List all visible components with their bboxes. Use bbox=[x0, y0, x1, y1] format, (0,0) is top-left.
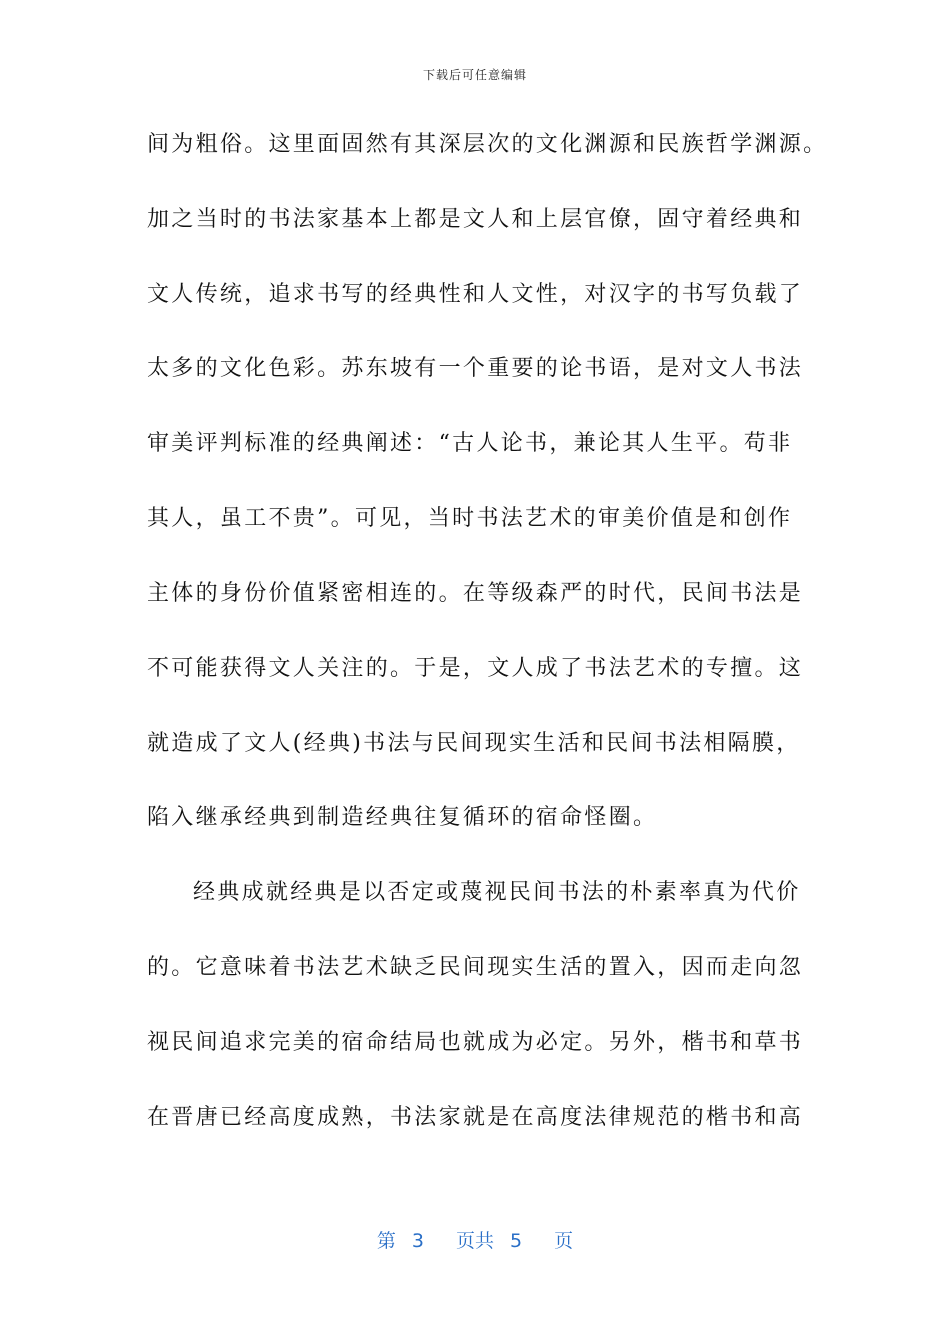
footer-total-pages: 5 bbox=[510, 1230, 523, 1252]
body-line: 陷入继承经典到制造经典往复循环的宿命怪圈。 bbox=[147, 805, 658, 830]
body-line: 审美评判标准的经典阐述：“古人论书，兼论其人生平。苟非 bbox=[147, 431, 793, 456]
body-line: 文人传统，追求书写的经典性和人文性，对汉字的书写负载了 bbox=[147, 282, 804, 307]
body-line: 其人，虽工不贵”。可见，当时书法艺术的审美价值是和创作 bbox=[147, 506, 793, 531]
body-line: 就造成了文人(经典)书法与民间现实生活和民间书法相隔膜， bbox=[147, 731, 801, 756]
body-line: 不可能获得文人关注的。于是，文人成了书法艺术的专擅。这 bbox=[147, 656, 804, 681]
body-line: 太多的文化色彩。苏东坡有一个重要的论书语，是对文人书法 bbox=[147, 356, 804, 381]
body-line-paragraph-start: 经典成就经典是以否定或蔑视民间书法的朴素率真为代价 bbox=[193, 880, 801, 905]
body-line: 间为粗俗。这里面固然有其深层次的文化渊源和民族哲学渊源。 bbox=[147, 132, 828, 157]
page-footer bbox=[0, 1226, 950, 1253]
page-header: 下载后可任意编辑 bbox=[422, 68, 527, 82]
body-line: 主体的身份价值紧密相连的。在等级森严的时代，民间书法是 bbox=[147, 581, 804, 606]
body-line: 视民间追求完美的宿命结局也就成为必定。另外，楷书和草书 bbox=[147, 1030, 804, 1055]
body-line: 在晋唐已经高度成熟，书法家就是在高度法律规范的楷书和高 bbox=[147, 1105, 804, 1130]
footer-suffix: 页 bbox=[554, 1230, 574, 1252]
body-line: 的。它意味着书法艺术缺乏民间现实生活的置入，因而走向忽 bbox=[147, 955, 804, 980]
body-line: 加之当时的书法家基本上都是文人和上层官僚，固守着经典和 bbox=[147, 207, 804, 232]
footer-page-number: 3 bbox=[411, 1230, 424, 1252]
footer-middle: 页共 bbox=[455, 1230, 494, 1252]
footer-prefix: 第 bbox=[376, 1230, 396, 1252]
